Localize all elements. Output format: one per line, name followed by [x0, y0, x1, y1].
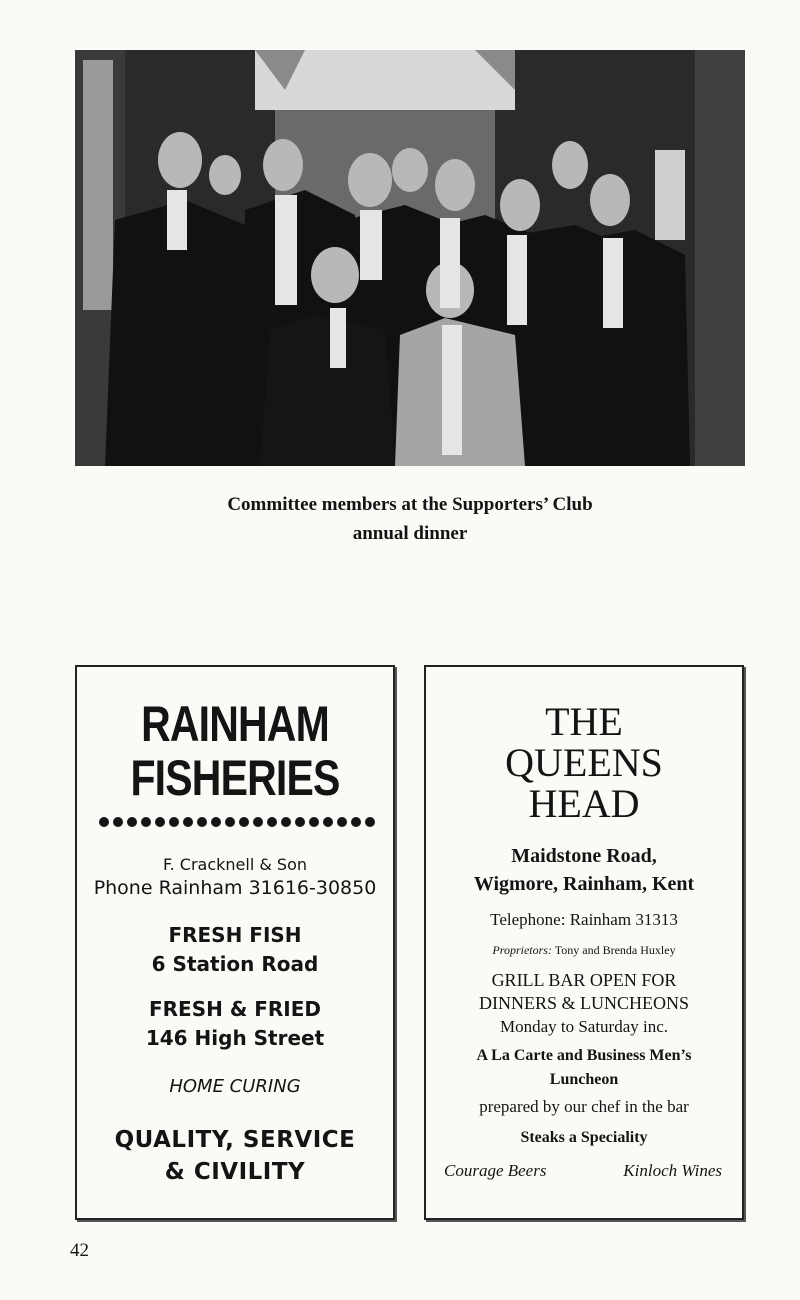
ad-title-line-1: RAINHAM — [141, 696, 329, 752]
page-number: 42 — [70, 1240, 89, 1261]
group-photo — [75, 50, 745, 466]
ad-title — [426, 701, 742, 824]
fresh-fried-heading: FRESH & FRIED — [148, 997, 321, 1021]
owner-name: F. Cracknell & Son — [162, 855, 308, 874]
alacarte-line-1: A La Carte and Business Men’s — [476, 1047, 692, 1064]
fresh-fish-address: 6 Station Road — [151, 952, 319, 976]
slogan-line-2: & CIVILITY — [164, 1159, 306, 1185]
dot-divider — [99, 817, 375, 827]
home-curing: HOME CURING — [169, 1076, 301, 1097]
caption-line-2: annual dinner — [352, 523, 468, 544]
fresh-fish-heading: FRESH FISH — [168, 923, 302, 947]
wines: Kinloch Wines — [623, 1161, 722, 1180]
ad-title-line-3: HEAD — [528, 781, 640, 826]
rainham-fisheries-ad — [75, 665, 395, 1220]
grill-line-1: GRILL BAR OPEN FOR — [491, 970, 677, 990]
fresh-fried-address: 146 High Street — [145, 1026, 325, 1050]
ad-title-line-2: QUEENS — [505, 740, 663, 785]
telephone: Telephone: Rainham 31313 — [490, 910, 678, 929]
beers: Courage Beers — [444, 1161, 547, 1180]
photo-caption — [150, 490, 670, 548]
grill-line-2: DINNERS & LUNCHEONS — [478, 993, 689, 1013]
ad-title — [105, 697, 364, 805]
address-line-1: Maidstone Road, — [511, 845, 657, 867]
queens-head-ad — [424, 665, 744, 1220]
alacarte-line-2: Luncheon — [549, 1071, 619, 1088]
steaks-speciality: Steaks a Speciality — [520, 1129, 648, 1146]
prepared-by-chef: prepared by our chef in the bar — [479, 1097, 689, 1116]
phone-number: Phone Rainham 31616-30850 — [93, 877, 377, 899]
proprietors — [426, 943, 742, 958]
slogan-line-1: QUALITY, SERVICE — [114, 1127, 356, 1153]
proprietors-label: Proprietors: — [492, 943, 552, 957]
proprietors-names: Tony and Brenda Huxley — [554, 943, 676, 957]
address-line-2: Wigmore, Rainham, Kent — [473, 873, 695, 895]
group-photo-icon — [75, 50, 745, 466]
ad-title-line-2: FISHERIES — [130, 750, 340, 806]
grill-line-3: Monday to Saturday inc. — [499, 1017, 669, 1036]
caption-line-1: Committee members at the Supporters’ Club — [227, 494, 593, 515]
ad-title-line-1: THE — [545, 699, 623, 744]
